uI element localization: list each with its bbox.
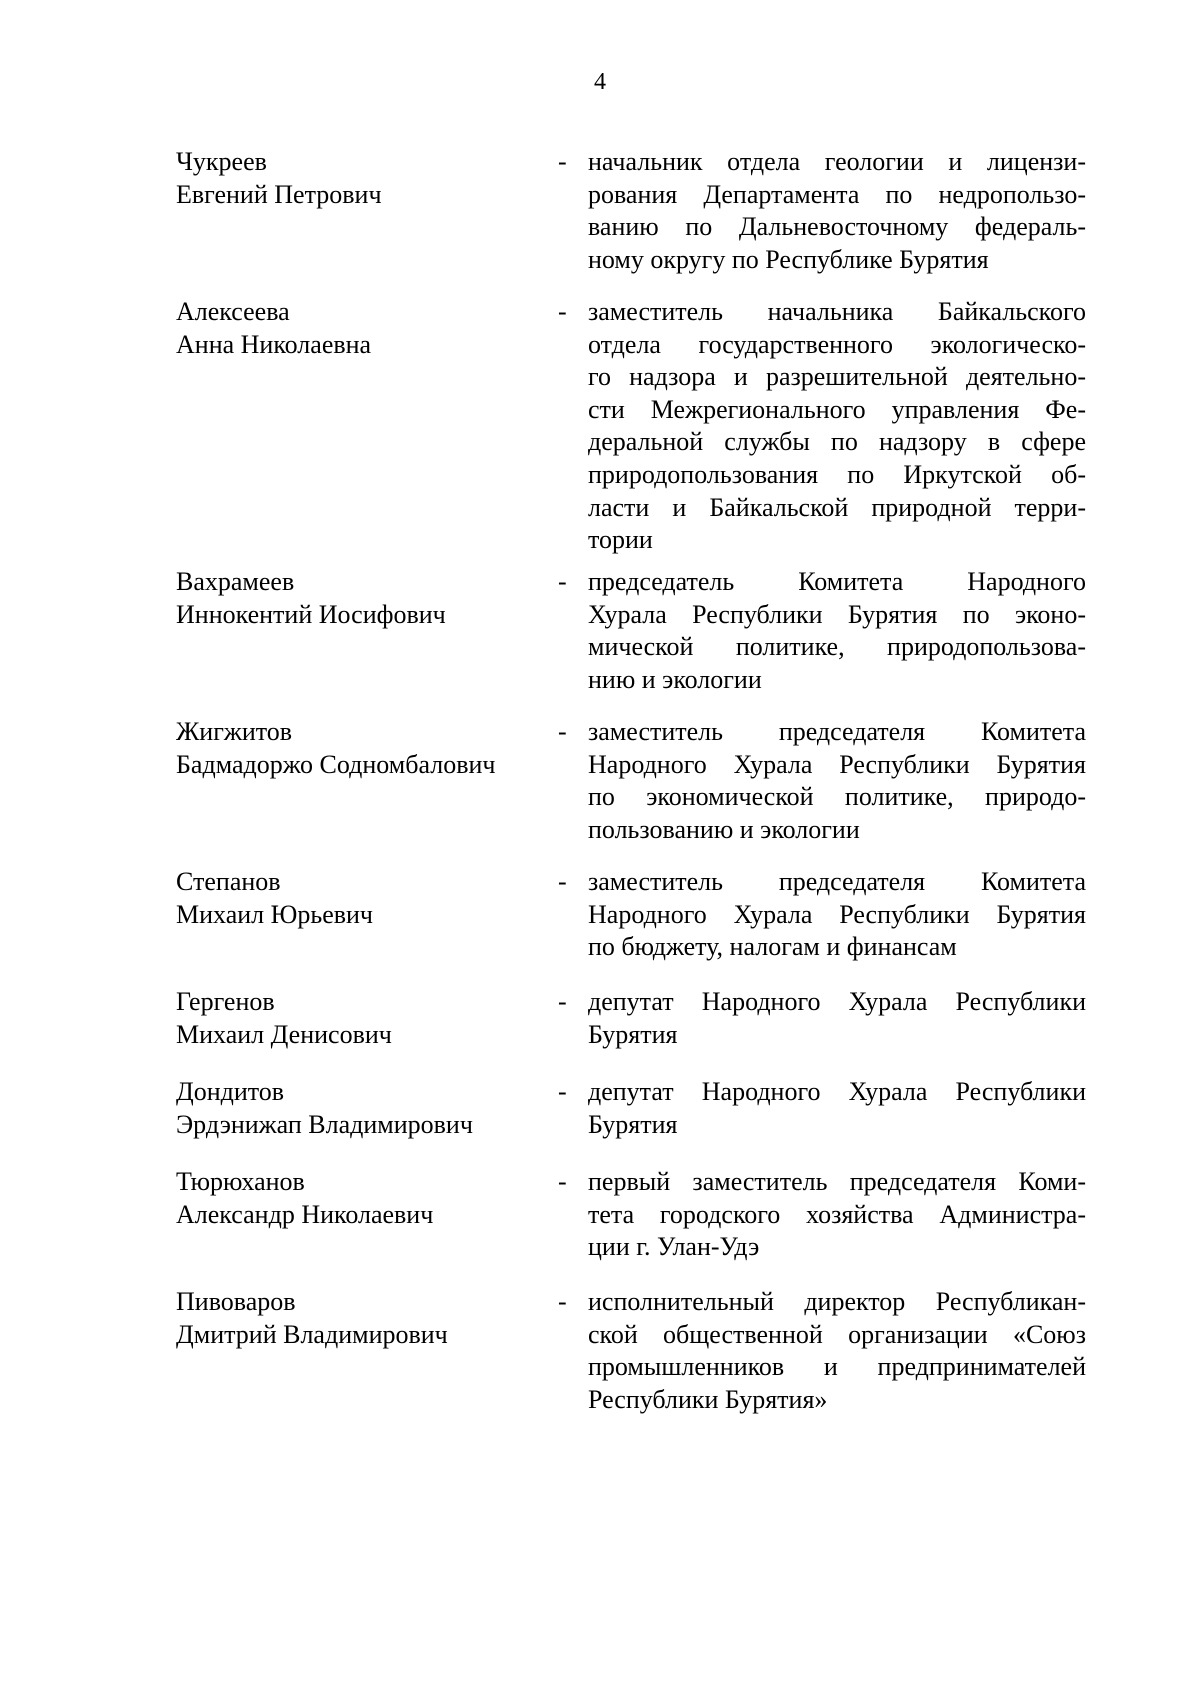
person-surname: Степанов: [176, 867, 281, 896]
person-position: [588, 566, 1086, 696]
person-surname: Чукреев: [176, 147, 267, 176]
dash-separator: -: [558, 297, 567, 326]
person-position: [588, 1166, 1086, 1264]
position-line: по экономической политике, природо-: [588, 782, 1086, 812]
position-line: деральной службы по надзору в сфере: [588, 427, 1086, 457]
person-surname: Тюрюханов: [176, 1167, 305, 1196]
dash-separator: -: [558, 567, 567, 596]
dash-separator: -: [558, 147, 567, 176]
position-line: пользованию и экологии: [588, 814, 860, 844]
position-line: рования Департамента по недропользо-: [588, 179, 1086, 209]
position-line: первый заместитель председателя Коми-: [588, 1167, 1086, 1196]
position-line: тории: [588, 525, 653, 555]
position-line: Республики Бурятия»: [588, 1384, 828, 1414]
position-line: отдела государственного экологическо-: [588, 329, 1086, 359]
position-line: мической политике, природопользова-: [588, 632, 1086, 662]
person-name: [176, 566, 556, 631]
page-number: 4: [594, 69, 606, 95]
person-name: [176, 296, 556, 361]
position-line: заместитель начальника Байкальского: [588, 297, 1086, 326]
person-position: [588, 296, 1086, 557]
person-surname: Жигжитов: [176, 717, 293, 746]
person-surname: Гергенов: [176, 987, 275, 1016]
position-line: ванию по Дальневосточному федераль-: [588, 212, 1086, 242]
position-line: исполнительный директор Республикан-: [588, 1287, 1086, 1316]
person-name: [176, 146, 556, 211]
person-given-names: Александр Николаевич: [176, 1199, 434, 1229]
position-line: ции г. Улан-Удэ: [588, 1232, 760, 1262]
dash-separator: -: [558, 1287, 567, 1316]
person-name: [176, 1076, 556, 1141]
person-name: [176, 986, 556, 1051]
position-line: ской общественной организации «Союз: [588, 1319, 1086, 1349]
position-line: председатель Комитета Народного: [588, 567, 1086, 596]
person-position: [588, 866, 1086, 964]
dash-separator: -: [558, 1167, 567, 1196]
person-position: [588, 1076, 1086, 1141]
position-line: депутат Народного Хурала Республики: [588, 1077, 1086, 1106]
person-given-names: Дмитрий Владимирович: [176, 1319, 448, 1349]
person-surname: Пивоваров: [176, 1287, 296, 1316]
person-given-names: Эрдэнижап Владимирович: [176, 1109, 473, 1139]
position-line: начальник отдела геологии и лицензи-: [588, 147, 1086, 176]
position-line: по бюджету, налогам и финансам: [588, 932, 957, 962]
position-line: заместитель председателя Комитета: [588, 867, 1086, 896]
position-line: тета городского хозяйства Администра-: [588, 1199, 1086, 1229]
position-line: го надзора и разрешительной деятельно-: [588, 362, 1086, 392]
position-line: промышленников и предпринимателей: [588, 1352, 1086, 1382]
dash-separator: -: [558, 717, 567, 746]
person-given-names: Бадмадоржо Содномбалович: [176, 749, 496, 779]
person-surname: Дондитов: [176, 1077, 285, 1106]
person-surname: Алексеева: [176, 297, 290, 326]
person-position: [588, 986, 1086, 1051]
person-given-names: Михаил Денисович: [176, 1019, 392, 1049]
position-line: ласти и Байкальской природной терри-: [588, 492, 1086, 522]
position-line: Народного Хурала Республики Бурятия: [588, 899, 1086, 929]
position-line: Народного Хурала Республики Бурятия: [588, 749, 1086, 779]
position-line: Хурала Республики Бурятия по эконо-: [588, 599, 1086, 629]
person-name: [176, 866, 556, 931]
person-given-names: Анна Николаевна: [176, 329, 372, 359]
person-given-names: Евгений Петрович: [176, 179, 382, 209]
person-given-names: Михаил Юрьевич: [176, 899, 374, 929]
person-position: [588, 1286, 1086, 1416]
dash-separator: -: [558, 1077, 567, 1106]
position-line: нию и экологии: [588, 664, 762, 694]
position-line: природопользования по Иркутской об-: [588, 459, 1086, 489]
position-line: ному округу по Республике Бурятия: [588, 244, 989, 274]
dash-separator: -: [558, 987, 567, 1016]
dash-separator: -: [558, 867, 567, 896]
person-position: [588, 146, 1086, 276]
position-line: депутат Народного Хурала Республики: [588, 987, 1086, 1016]
position-line: сти Межрегионального управления Фе-: [588, 394, 1086, 424]
person-given-names: Иннокентий Иосифович: [176, 599, 446, 629]
position-line: Бурятия: [588, 1019, 678, 1049]
position-line: заместитель председателя Комитета: [588, 717, 1086, 746]
person-position: [588, 716, 1086, 846]
person-surname: Вахрамеев: [176, 567, 295, 596]
person-name: [176, 716, 556, 781]
position-line: Бурятия: [588, 1109, 678, 1139]
person-name: [176, 1166, 556, 1231]
person-name: [176, 1286, 556, 1351]
